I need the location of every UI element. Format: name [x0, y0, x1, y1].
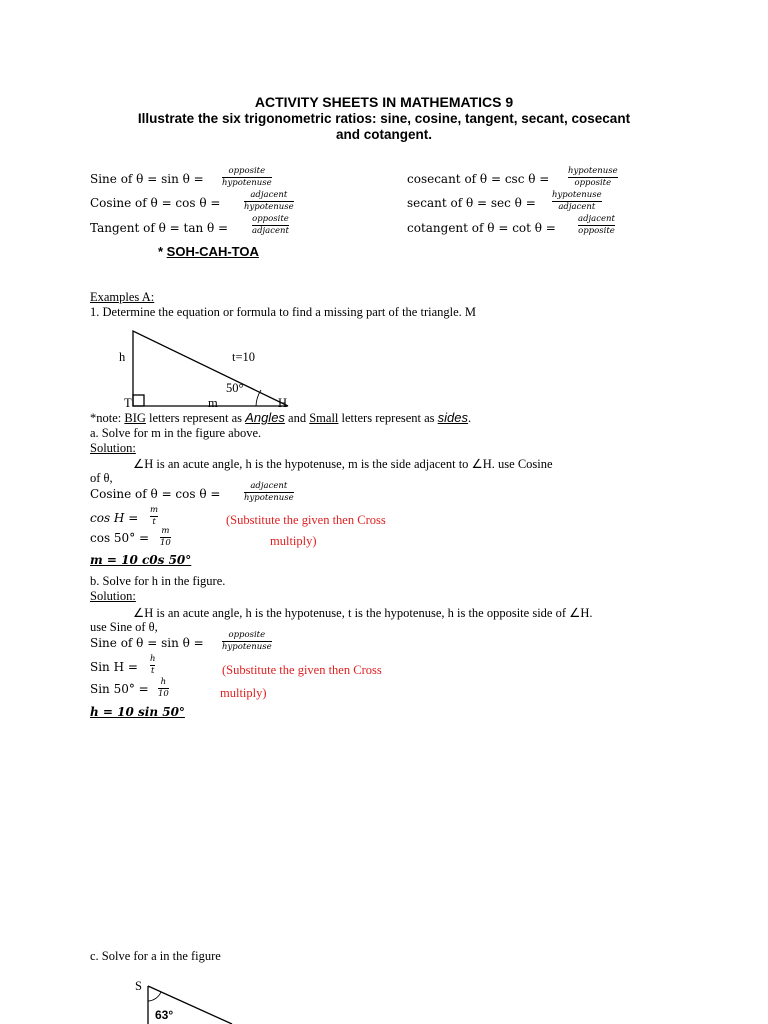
denominator: t [151, 666, 155, 676]
denominator: hypotenuse [222, 642, 272, 652]
tangent-definition: Tangent of θ = tan θ = [90, 221, 229, 235]
cosecant-denominator: opposite [574, 178, 612, 188]
tangent-fraction [252, 214, 289, 237]
cosecant-definition: cosecant of θ = csc θ = [407, 172, 550, 186]
note-big: BIG [124, 411, 146, 425]
numerator: adjacent [250, 481, 288, 491]
label-H: H [278, 396, 288, 410]
label-T: T [124, 396, 132, 410]
sine-fraction [222, 166, 272, 189]
part-a-step-2-fraction [160, 526, 171, 549]
part-b-explanation-2: use Sine of θ, [90, 620, 158, 634]
denominator: hypotenuse [244, 493, 294, 503]
triangle-figure-1 [110, 325, 300, 411]
part-a-answer: m = 10 c0s 50° [90, 553, 192, 567]
denominator: 10 [160, 538, 171, 548]
cosine-fraction [244, 190, 294, 213]
cosecant-fraction [568, 166, 618, 189]
cosine-definition: Cosine of θ = cos θ = [90, 196, 221, 210]
numerator: m [161, 526, 170, 536]
page-subtitle-line1: Illustrate the six trigonometric ratios: sine, cosine, tangent, secant, cosecant [137, 111, 631, 126]
part-b-step-2: Sin 50° = [90, 682, 149, 696]
secant-fraction [552, 190, 602, 213]
secant-denominator: adjacent [558, 202, 596, 212]
part-a-explanation-1: ∠H is an acute angle, h is the hypotenuse, m is the side adjacent to ∠H. use Cosine [133, 457, 553, 471]
part-a-cosine-fraction [244, 481, 294, 504]
numerator: opposite [228, 630, 266, 640]
part-b-sine-fraction [222, 630, 272, 653]
numerator: m [150, 505, 159, 515]
cotangent-fraction [578, 214, 615, 237]
cosine-denominator: hypotenuse [244, 202, 294, 212]
label-S: S [135, 979, 142, 993]
note-line [90, 410, 471, 426]
note-angles: Angles [245, 410, 285, 425]
question-1: 1. Determine the equation or formula to find a missing part of the triangle. M [90, 305, 477, 319]
part-a-note-2: multiply) [270, 534, 317, 548]
note-text: letters represent as [145, 411, 246, 425]
numerator: h [160, 677, 167, 687]
cotangent-denominator: opposite [578, 226, 615, 236]
triangle-shape [133, 331, 288, 406]
label-m: m [208, 396, 218, 410]
cotangent-definition: cotangent of θ = cot θ = [407, 221, 556, 235]
part-a-step-1: cos H = [90, 511, 139, 525]
label-angle-63: 63° [155, 1008, 174, 1022]
part-a-note-1: (Substitute the given then Cross [226, 513, 386, 527]
secant-numerator: hypotenuse [552, 190, 602, 200]
label-t: t=10 [232, 350, 256, 364]
part-a-step-1-fraction [150, 505, 158, 528]
part-b-answer: h = 10 sin 50° [90, 705, 185, 719]
note-text-2: letters represent as [338, 411, 438, 425]
part-a-step-2: cos 50° = [90, 531, 150, 545]
note-and: and [284, 411, 310, 425]
examples-heading: Examples A: [90, 290, 155, 304]
cotangent-numerator: adjacent [578, 214, 615, 224]
part-a-solution-label: Solution: [90, 441, 136, 455]
part-b-explanation-1: ∠H is an acute angle, h is the hypotenuse, t is the hypotenuse, h is the opposite side of ∠H. [133, 606, 593, 620]
sine-definition: Sine of θ = sin θ = [90, 172, 204, 186]
mnemonic-star: * [158, 244, 167, 259]
mnemonic [158, 244, 259, 259]
part-b-sine-definition: Sine of θ = sin θ = [90, 636, 204, 650]
note-prefix: *note: [90, 411, 125, 425]
part-b-step-2-fraction [158, 677, 169, 700]
label-h: h [119, 350, 126, 364]
part-b-step-1-fraction [150, 654, 155, 677]
tangent-denominator: adjacent [252, 226, 289, 236]
cosecant-numerator: hypotenuse [568, 166, 618, 176]
right-angle-marker [133, 395, 144, 406]
secant-definition: secant of θ = sec θ = [407, 196, 536, 210]
sine-denominator: hypotenuse [222, 178, 272, 188]
angle-arc [148, 992, 161, 1001]
tangent-numerator: opposite [252, 214, 289, 224]
sine-numerator: opposite [228, 166, 266, 176]
part-b-solution-label: Solution: [90, 589, 136, 603]
denominator: 10 [158, 689, 169, 699]
part-b-question: b. Solve for h in the figure. [90, 574, 226, 588]
mnemonic-text: SOH-CAH-TOA [166, 244, 259, 259]
part-a-cosine-definition: Cosine of θ = cos θ = [90, 487, 221, 501]
part-a-explanation-2: of θ, [90, 471, 113, 485]
part-b-note-1: (Substitute the given then Cross [222, 663, 382, 677]
cosine-numerator: adjacent [250, 190, 288, 200]
part-b-note-2: multiply) [220, 686, 267, 700]
note-sides: sides [437, 410, 469, 425]
label-angle-50: 50° [226, 381, 244, 395]
numerator: h [150, 654, 156, 664]
part-c-question: c. Solve for a in the figure [90, 949, 221, 963]
denominator: t [152, 517, 156, 527]
part-a-question: a. Solve for m in the figure above. [90, 426, 262, 440]
note-small: Small [309, 411, 339, 425]
part-b-step-1: Sin H = [90, 660, 138, 674]
note-end: . [468, 411, 472, 425]
page-title: ACTIVITY SHEETS IN MATHEMATICS 9 [254, 94, 514, 110]
page-subtitle-line2: and cotangent. [335, 127, 432, 142]
